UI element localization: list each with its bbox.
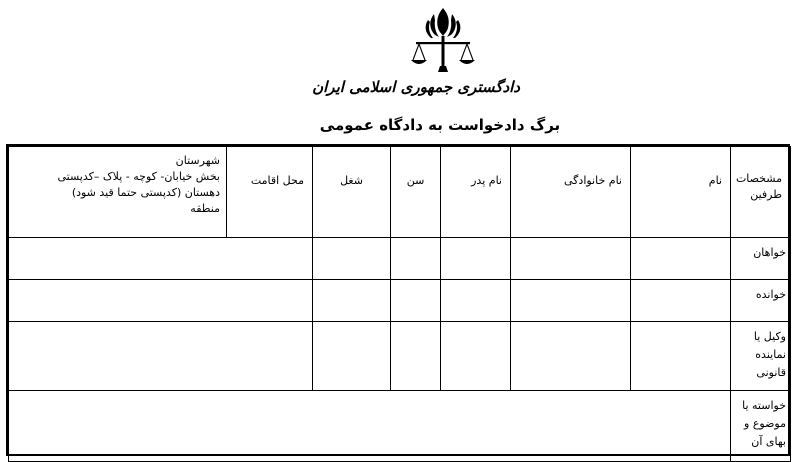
- field-cell[interactable]: [313, 322, 391, 391]
- field-cell[interactable]: [441, 322, 511, 391]
- row-label-cell: [731, 322, 791, 391]
- row-label-cell: [731, 238, 791, 280]
- row-label-lawyer: وکیل یا نماینده قانونی: [753, 330, 786, 379]
- col-family-name: [511, 147, 631, 238]
- col-father-name-label: نام پدر: [471, 174, 502, 187]
- field-cell[interactable]: [441, 280, 511, 322]
- header-row: [9, 147, 791, 238]
- field-cell[interactable]: [631, 280, 731, 322]
- col-residence-label: محل اقامت: [250, 174, 304, 187]
- row-label-claim: خواسته یا موضوع و بهای آن: [742, 399, 786, 448]
- field-cell[interactable]: [313, 238, 391, 280]
- petition-form-table: [8, 146, 791, 462]
- field-cell[interactable]: [631, 238, 731, 280]
- row-label-defendant: خوانده: [755, 288, 786, 301]
- field-cell[interactable]: [391, 280, 441, 322]
- row-label-cell: [731, 391, 791, 462]
- judiciary-emblem-icon: [408, 6, 478, 78]
- field-cell[interactable]: [9, 322, 313, 391]
- address-line: بخش خیابان- کوچه - پلاک –کدپستی: [57, 170, 220, 183]
- col-age: [391, 147, 441, 238]
- address-line: شهرستان: [175, 154, 220, 167]
- field-cell[interactable]: [441, 238, 511, 280]
- col-parties-label: مشخصات طرفین: [735, 172, 782, 201]
- field-cell[interactable]: [631, 322, 731, 391]
- table-row-lawyer: [9, 322, 791, 391]
- field-cell[interactable]: [9, 238, 313, 280]
- field-cell[interactable]: [9, 280, 313, 322]
- col-address: [9, 147, 227, 238]
- table-row-claim: [9, 391, 791, 462]
- col-family-name-label: نام خانوادگی: [564, 174, 622, 187]
- field-cell[interactable]: [313, 280, 391, 322]
- field-cell[interactable]: [511, 322, 631, 391]
- col-age-label: سن: [406, 174, 425, 187]
- field-cell[interactable]: [391, 322, 441, 391]
- row-label-cell: [731, 280, 791, 322]
- address-instructions: [9, 147, 226, 217]
- col-name: [631, 147, 731, 238]
- field-cell[interactable]: [511, 280, 631, 322]
- col-residence: [227, 147, 313, 238]
- organization-name: دادگستری جمهوری اسلامی ایران: [312, 78, 520, 96]
- address-line: منطقه: [190, 202, 220, 215]
- field-cell[interactable]: [511, 238, 631, 280]
- table-row-defendant: [9, 280, 791, 322]
- col-name-label: نام: [708, 174, 722, 187]
- col-job: [313, 147, 391, 238]
- table-row-plaintiff: [9, 238, 791, 280]
- row-label-plaintiff: خواهان: [753, 246, 786, 259]
- form-title: برگ دادخواست به دادگاه عمومی: [319, 116, 561, 134]
- col-parties: [731, 147, 791, 238]
- address-line: دهستان (کدپستی حتما قید شود): [71, 186, 220, 199]
- col-father-name: [441, 147, 511, 238]
- claim-field-cell[interactable]: [9, 391, 731, 462]
- field-cell[interactable]: [391, 238, 441, 280]
- col-job-label: شغل: [340, 174, 363, 187]
